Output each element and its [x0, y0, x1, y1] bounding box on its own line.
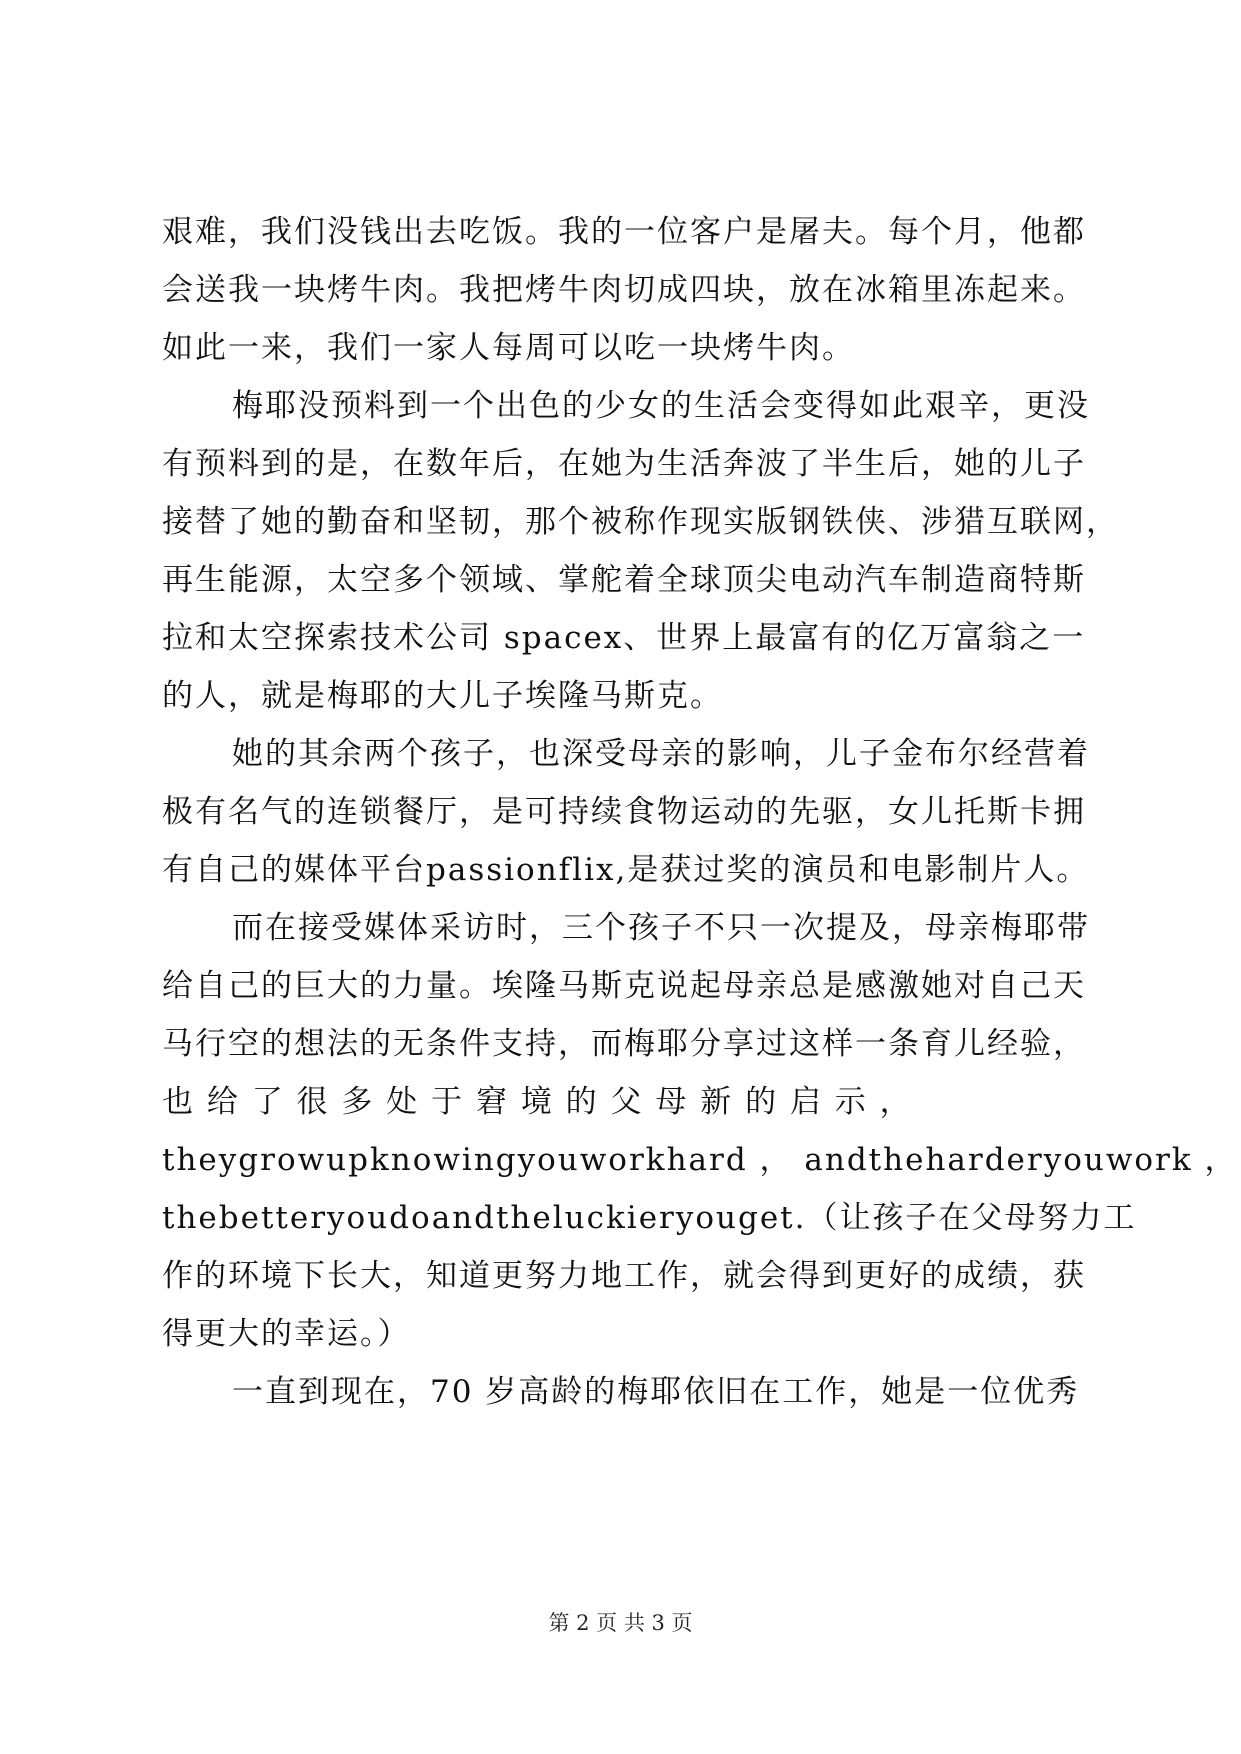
- text-line: theygrowupknowingyouworkhard ， andtheharderyouwork ，: [162, 1142, 1238, 1178]
- text-line: 的人，就是梅耶的大儿子埃隆马斯克。: [162, 678, 723, 714]
- text-line: 得更大的幸运。）: [162, 1316, 411, 1352]
- text-line: 拉和太空探索技术公司 spacex、世界上最富有的亿万富翁之一: [162, 620, 1086, 656]
- text-line: 马行空的想法的无条件支持，而梅耶分享过这样一条育儿经验，: [162, 1026, 1086, 1062]
- text-line: 有自己的媒体平台passionflix,是获过奖的演员和电影制片人。: [162, 852, 1090, 888]
- page-number-footer: 第 2 页 共 3 页: [548, 1611, 693, 1635]
- text-line: 极有名气的连锁餐厅，是可持续食物运动的先驱，女儿托斯卡拥: [162, 794, 1086, 830]
- text-line: 会送我一块烤牛肉。我把烤牛肉切成四块，放在冰箱里冻起来。: [162, 272, 1086, 308]
- text-line: 她的其余两个孩子，也深受母亲的影响，儿子金布尔经营着: [232, 736, 1090, 772]
- text-line: 艰难，我们没钱出去吃饭。我的一位客户是屠夫。每个月，他都: [162, 214, 1086, 250]
- text-line: 而在接受媒体采访时，三个孩子不只一次提及，母亲梅耶带: [232, 910, 1090, 946]
- text-line: 有预料到的是，在数年后，在她为生活奔波了半生后，她的儿子: [162, 446, 1086, 482]
- text-line: 一直到现在，70 岁高龄的梅耶依旧在工作，她是一位优秀: [232, 1374, 1080, 1410]
- text-line: 梅耶没预料到一个出色的少女的生活会变得如此艰辛，更没: [232, 388, 1090, 424]
- text-line: 也 给 了 很 多 处 于 窘 境 的 父 母 新 的 启 示 ，: [162, 1084, 913, 1120]
- text-line: thebetteryoudoandtheluckieryouget.（让孩子在父母努力工: [162, 1200, 1137, 1236]
- text-line: 作的环境下长大，知道更努力地工作，就会得到更好的成绩，获: [162, 1258, 1086, 1294]
- text-line: 如此一来，我们一家人每周可以吃一块烤牛肉。: [162, 330, 855, 366]
- text-line: 给自己的巨大的力量。埃隆马斯克说起母亲总是感激她对自己天: [162, 968, 1086, 1004]
- text-line: 接替了她的勤奋和坚韧，那个被称作现实版钢铁侠、涉猎互联网，: [162, 504, 1119, 540]
- text-line: 再生能源，太空多个领域、掌舵着全球顶尖电动汽车制造商特斯: [162, 562, 1086, 598]
